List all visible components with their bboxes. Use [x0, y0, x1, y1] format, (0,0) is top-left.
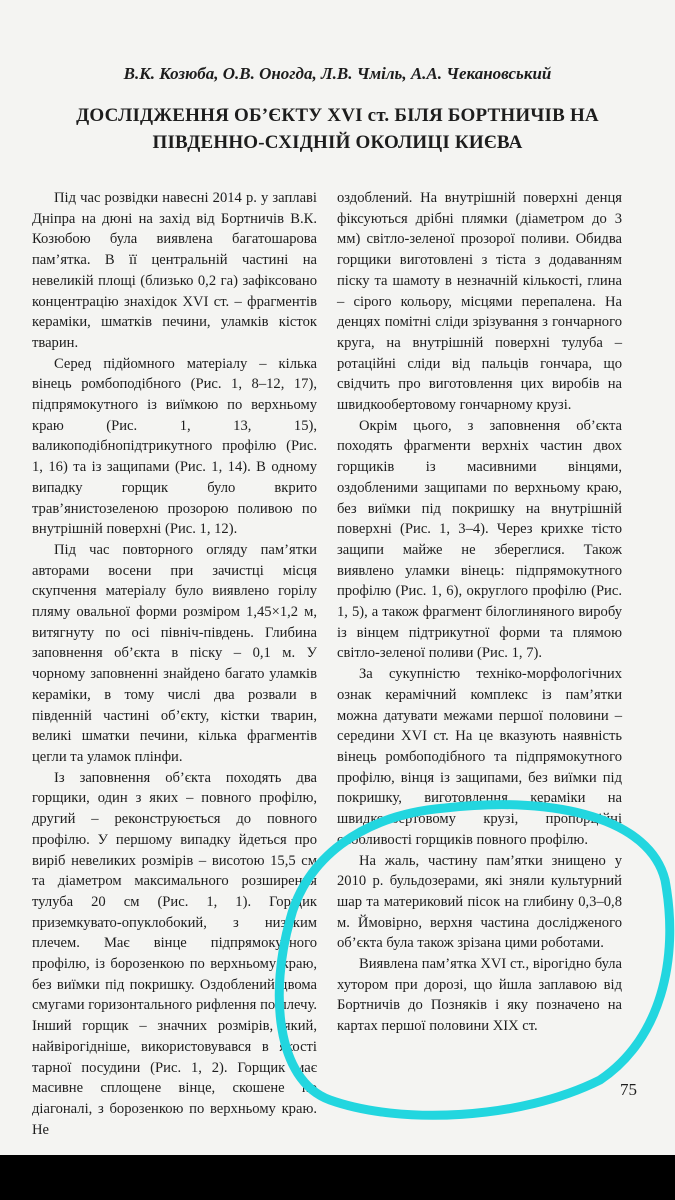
right-text-column	[337, 188, 622, 1037]
paragraph: Окрім цього, з заповнення об’єкта походять фрагменти верхніх частин двох горщиків із масивними вінцями, оздобленими защипами по верхньому краю, без виїмки під покришку на внутрішній поверхні (Рис. 1, 3–4). Через крихке тісто защипи майже не збереглися. Також виявлено уламки вінець: підпрямокутного профілю (Рис. 1, 6), округлого профілю (Рис. 1, 5), а також фрагмент білоглиняного виробу із вінцем підтрикутної форми та плямою світло-зеленої поливи (Рис. 1, 7).	[337, 417, 622, 662]
title-line-2: ПІВДЕННО-СХІДНІЙ ОКОЛИЦІ КИЄВА	[152, 132, 523, 153]
paragraph: Під час повторного огляду пам’ятки авторами восени при зачистці місця скупчення матеріалу було виявлено горілу пляму овальної форми розміром 1,45×1,2 м, витягнуту по осі північ-південь. Глибина заповнення об’єкта в піску – 0,1 м. У чорному заповненні знайдено багато уламків кераміки, в тому числі два розвали в південній частині об’єкту, кістки тварин, великі шматки печини, кілька фрагментів цегли та уламок плінфи.	[32, 541, 317, 765]
paragraph: оздоблений. На внутрішній поверхні денця фіксуються дрібні плямки (діаметром до 3 мм) світло-зеленої прозорої поливи. Обидва горщики виготовлені з тіста з додаванням піску та шамоту в незначній кількості, глина – сірого кольору, місцями перепалена. На денцях помітні сліди зрізування з гончарного круга, на внутрішній поверхні тулуба – ротаційні сліди від пальців гончара, що свідчить про виготовлення цих виробів на швидкообертовому гончарному крузі.	[337, 190, 622, 414]
paragraph: Під час розвідки навесні 2014 р. у заплаві Дніпра на дюні на захід від Бортничів В.К. Козюбою була виявлена багатошарова пам’ятка. В її центральній частині на невеликій площі (близько 0,2 га) зафіксовано концентрацію знахідок XVI ст. – фрагментів кераміки, шматків печини, уламків кісток тварин.	[32, 190, 317, 351]
system-bottom-bar	[0, 1155, 675, 1200]
paragraph: На жаль, частину пам’ятки знищено у 2010 р. бульдозерами, які зняли культурний шар та материковий пісок на глибину 0,3–0,8 м. Ймовірно, верхня частина дослідженого об’єкта була також зрізана цими роботами.	[337, 852, 622, 952]
paragraph: Виявлена пам’ятка XVI ст., вірогідно була хутором при дорозі, що йшла заплавою від Бортничів до Позняків і яку позначено на картах першої половини XIX ст.	[337, 956, 622, 1035]
article-authors: В.К. Козюба, О.В. Оногда, Л.В. Чміль, А.А. Чекановський	[123, 64, 552, 83]
title-line-1: ДОСЛІДЖЕННЯ ОБ’ЄКТУ XVI ст. БІЛЯ БОРТНИЧІВ НА	[76, 105, 599, 126]
article-title	[30, 102, 645, 156]
paragraph: Серед підйомного матеріалу – кілька вінець ромбоподібного (Рис. 1, 8–12, 17), підпрямокутного із виїмкою по верхньому краю (Рис. 1, 13, 15), валикоподібнопідтрикутного профілю (Рис. 1, 16) та із защипами (Рис. 1, 14). В одному випадку горщик було вкрито трав’янистозеленою прозорою поливою по внутрішній поверхні (Рис. 1, 12).	[32, 355, 317, 538]
page-number: 75	[620, 1080, 637, 1099]
paragraph: Із заповнення об’єкта походять два горщики, один з яких – повного профілю, другий – реконструюється до повного профілю. У першому випадку йдеться про виріб невеликих розмірів – висотою 15,5 см та діаметром максимального розширення тулуба 20 см (Рис. 1, 1). Горщик приземкувато-опуклобокий, з низьким плечем. Має вінце підпрямокутного профілю, із борозенкою по верхньому краю, без виїмки під покришку. Оздоблений двома смугами горизонтального рифлення по плечу. Інший горщик – значних розмірів, який, найвірогідніше, використовувався в якості тарної посудини (Рис. 1, 2). Горщик має масивне сплощене вінце, скошене по діагоналі, з борозенкою по верхньому краю. Не	[32, 769, 317, 1138]
left-text-column	[32, 188, 317, 1140]
paragraph: За сукупністю техніко-морфологічних ознак керамічний комплекс із пам’ятки можна датувати межами першої половини – середини XVI ст. На це вказують наявність вінець ромбоподібного та підпрямокутного профілю, вінця із защипами, без виїмки під покришку, виготовлення кераміки на швидкообертовому крузі, пропорційні особливості горщиків повного профілю.	[337, 666, 622, 848]
